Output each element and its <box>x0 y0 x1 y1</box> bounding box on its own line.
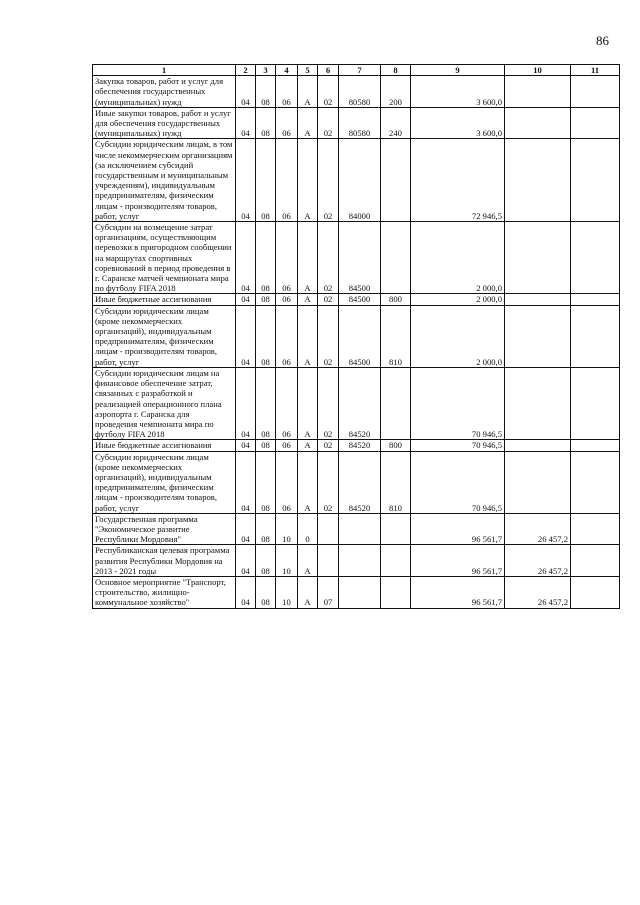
cell-code-3: 08 <box>256 294 276 305</box>
row-name: Субсидии юридическим лицам (кроме некоммерческих организаций), индивидуальным предпринимателям, физическим лицам - производителям товаров, работ, услуг <box>93 305 236 367</box>
cell-code-7: 84000 <box>339 139 381 222</box>
cell-amount-11 <box>571 440 620 451</box>
cell-amount-10 <box>505 222 571 294</box>
cell-code-3: 08 <box>256 139 276 222</box>
cell-code-6: 02 <box>318 222 339 294</box>
cell-code-6 <box>318 513 339 545</box>
cell-amount-11 <box>571 139 620 222</box>
cell-code-6: 07 <box>318 576 339 608</box>
table-row <box>93 107 620 139</box>
cell-code-8: 810 <box>381 451 411 513</box>
cell-code-3: 08 <box>256 513 276 545</box>
cell-amount-11 <box>571 451 620 513</box>
cell-amount-9: 2 000,0 <box>411 294 505 305</box>
cell-code-7: 84500 <box>339 305 381 367</box>
cell-code-2: 04 <box>236 222 256 294</box>
col-header: 4 <box>276 65 298 76</box>
header-row <box>93 65 620 76</box>
cell-code-2: 04 <box>236 545 256 577</box>
cell-amount-11 <box>571 367 620 439</box>
cell-code-3: 08 <box>256 367 276 439</box>
cell-amount-11 <box>571 107 620 139</box>
cell-code-8 <box>381 139 411 222</box>
table-row <box>93 222 620 294</box>
cell-code-5: А <box>298 139 318 222</box>
cell-amount-10 <box>505 294 571 305</box>
cell-amount-10 <box>505 76 571 108</box>
cell-amount-9: 3 600,0 <box>411 107 505 139</box>
cell-code-6: 02 <box>318 139 339 222</box>
row-name: Государственная программа "Экономическое развитие Республики Мордовия" <box>93 513 236 545</box>
cell-amount-10: 26 457,2 <box>505 513 571 545</box>
cell-code-7 <box>339 576 381 608</box>
cell-code-6 <box>318 545 339 577</box>
cell-code-3: 08 <box>256 222 276 294</box>
cell-amount-9: 70 946,5 <box>411 440 505 451</box>
cell-code-5: А <box>298 305 318 367</box>
cell-code-6: 02 <box>318 76 339 108</box>
cell-amount-9: 72 946,5 <box>411 139 505 222</box>
row-name: Закупка товаров, работ и услуг для обеспечения государственных (муниципальных) нужд <box>93 76 236 108</box>
cell-code-5: А <box>298 222 318 294</box>
col-header: 7 <box>339 65 381 76</box>
cell-code-5: А <box>298 294 318 305</box>
cell-amount-9: 2 000,0 <box>411 222 505 294</box>
cell-code-3: 08 <box>256 305 276 367</box>
cell-code-3: 08 <box>256 545 276 577</box>
cell-amount-11 <box>571 222 620 294</box>
cell-amount-10 <box>505 305 571 367</box>
cell-code-2: 04 <box>236 305 256 367</box>
cell-code-8: 810 <box>381 305 411 367</box>
cell-code-6: 02 <box>318 451 339 513</box>
cell-amount-11 <box>571 294 620 305</box>
table-row <box>93 513 620 545</box>
row-name: Субсидии на возмещение затрат организациям, осуществляющим перевозки в пригородном сообщении на маршрутах спортивных соревнований в период проведения в г. Саранске матчей чемпионата мира по футболу FIFA 2018 <box>93 222 236 294</box>
cell-code-4: 10 <box>276 513 298 545</box>
table-row <box>93 451 620 513</box>
row-name: Основное мероприятие "Транспорт, строительство, жилищно-коммунальное хозяйство" <box>93 576 236 608</box>
cell-amount-10: 26 457,2 <box>505 576 571 608</box>
cell-code-3: 08 <box>256 76 276 108</box>
row-name: Иные бюджетные ассигнования <box>93 440 236 451</box>
cell-code-5: А <box>298 107 318 139</box>
cell-code-6: 02 <box>318 440 339 451</box>
cell-amount-11 <box>571 305 620 367</box>
cell-code-5: А <box>298 440 318 451</box>
row-name: Субсидии юридическим лицам на финансовое обеспечение затрат, связанных с разработкой и реализацией операционного плана аэропорта г. Саранска для проведения чемпионата мира по футболу FIFA 2018 <box>93 367 236 439</box>
col-header: 8 <box>381 65 411 76</box>
cell-code-5: А <box>298 545 318 577</box>
cell-code-5: А <box>298 576 318 608</box>
cell-code-2: 04 <box>236 367 256 439</box>
table-row <box>93 139 620 222</box>
cell-code-4: 06 <box>276 107 298 139</box>
cell-code-4: 06 <box>276 76 298 108</box>
table-row <box>93 440 620 451</box>
cell-code-4: 06 <box>276 367 298 439</box>
cell-code-5: 0 <box>298 513 318 545</box>
row-name: Иные бюджетные ассигнования <box>93 294 236 305</box>
row-name: Республиканская целевая программа развития Республики Мордовия на 2013 - 2021 годы <box>93 545 236 577</box>
table-row <box>93 576 620 608</box>
cell-code-4: 10 <box>276 545 298 577</box>
cell-amount-10 <box>505 451 571 513</box>
col-header: 2 <box>236 65 256 76</box>
cell-amount-9: 70 946,5 <box>411 451 505 513</box>
cell-code-7 <box>339 545 381 577</box>
cell-code-6: 02 <box>318 294 339 305</box>
cell-code-6: 02 <box>318 305 339 367</box>
cell-code-5: А <box>298 367 318 439</box>
cell-code-2: 04 <box>236 294 256 305</box>
cell-amount-10 <box>505 440 571 451</box>
cell-code-3: 08 <box>256 107 276 139</box>
budget-table <box>92 64 620 609</box>
cell-code-7: 84500 <box>339 222 381 294</box>
cell-amount-11 <box>571 576 620 608</box>
cell-amount-10 <box>505 107 571 139</box>
cell-code-2: 04 <box>236 139 256 222</box>
col-header: 11 <box>571 65 620 76</box>
cell-amount-9: 96 561,7 <box>411 545 505 577</box>
row-name: Иные закупки товаров, работ и услуг для обеспечения государственных (муниципальных) нужд <box>93 107 236 139</box>
cell-code-4: 06 <box>276 440 298 451</box>
cell-code-4: 06 <box>276 305 298 367</box>
cell-code-7: 84520 <box>339 367 381 439</box>
cell-code-5: А <box>298 76 318 108</box>
col-header: 9 <box>411 65 505 76</box>
table-row <box>93 294 620 305</box>
cell-code-8 <box>381 222 411 294</box>
table-row <box>93 305 620 367</box>
cell-code-8 <box>381 513 411 545</box>
cell-code-4: 06 <box>276 294 298 305</box>
cell-code-5: А <box>298 451 318 513</box>
cell-amount-10 <box>505 139 571 222</box>
cell-code-7: 84520 <box>339 451 381 513</box>
col-header: 10 <box>505 65 571 76</box>
cell-code-8 <box>381 545 411 577</box>
row-name: Субсидии юридическим лицам (кроме некоммерческих организаций), индивидуальным предпринимателям, физическим лицам - производителям товаров, работ, услуг <box>93 451 236 513</box>
table-row <box>93 545 620 577</box>
cell-code-7 <box>339 513 381 545</box>
col-header: 6 <box>318 65 339 76</box>
cell-code-7: 84520 <box>339 440 381 451</box>
cell-code-8 <box>381 367 411 439</box>
cell-code-2: 04 <box>236 107 256 139</box>
cell-amount-9: 96 561,7 <box>411 576 505 608</box>
cell-amount-11 <box>571 513 620 545</box>
cell-code-6: 02 <box>318 107 339 139</box>
cell-amount-9: 96 561,7 <box>411 513 505 545</box>
cell-amount-10 <box>505 367 571 439</box>
cell-code-3: 08 <box>256 451 276 513</box>
cell-amount-11 <box>571 76 620 108</box>
cell-amount-10: 26 457,2 <box>505 545 571 577</box>
cell-code-4: 06 <box>276 222 298 294</box>
cell-code-7: 80580 <box>339 76 381 108</box>
cell-code-8: 800 <box>381 294 411 305</box>
page-number: 86 <box>596 33 609 48</box>
table-row <box>93 367 620 439</box>
cell-code-2: 04 <box>236 440 256 451</box>
col-header: 3 <box>256 65 276 76</box>
cell-amount-11 <box>571 545 620 577</box>
cell-amount-9: 2 000,0 <box>411 305 505 367</box>
cell-code-4: 06 <box>276 451 298 513</box>
cell-code-8 <box>381 576 411 608</box>
col-header: 5 <box>298 65 318 76</box>
cell-code-8: 200 <box>381 76 411 108</box>
row-name: Субсидии юридическим лицам, в том числе некоммерческим организациям (за исключением субсидий государственным и муниципальным учреждениям), индивидуальным предпринимателям, физическим лицам - производителям товаров, работ, услуг <box>93 139 236 222</box>
cell-code-4: 10 <box>276 576 298 608</box>
cell-code-7: 84500 <box>339 294 381 305</box>
cell-amount-9: 3 600,0 <box>411 76 505 108</box>
cell-code-6: 02 <box>318 367 339 439</box>
cell-code-4: 06 <box>276 139 298 222</box>
cell-amount-9: 70 946,5 <box>411 367 505 439</box>
cell-code-2: 04 <box>236 76 256 108</box>
cell-code-2: 04 <box>236 513 256 545</box>
cell-code-7: 80580 <box>339 107 381 139</box>
cell-code-3: 08 <box>256 440 276 451</box>
cell-code-8: 240 <box>381 107 411 139</box>
table-row <box>93 76 620 108</box>
cell-code-2: 04 <box>236 576 256 608</box>
cell-code-2: 04 <box>236 451 256 513</box>
cell-code-8: 800 <box>381 440 411 451</box>
col-header: 1 <box>93 65 236 76</box>
cell-code-3: 08 <box>256 576 276 608</box>
